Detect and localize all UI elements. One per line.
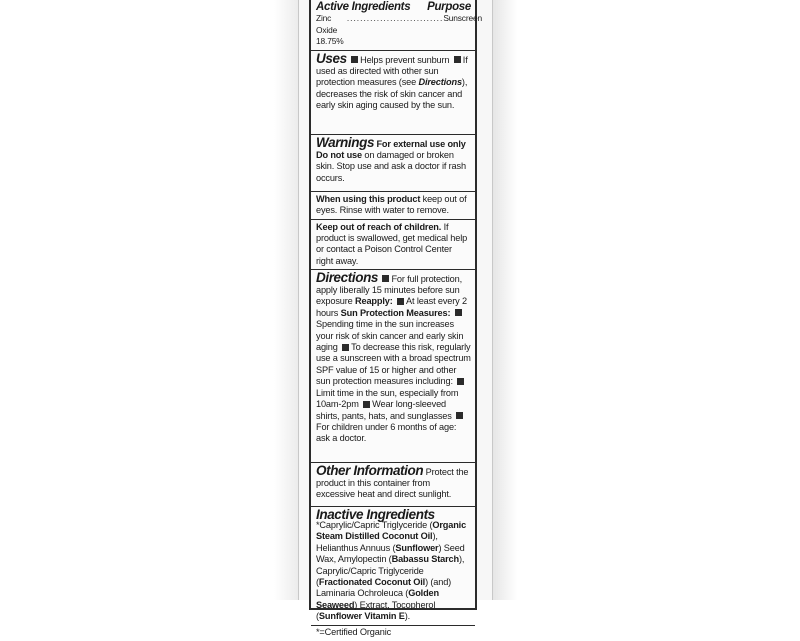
directions-reference: Directions (418, 77, 462, 88)
inactive-ingredients-heading: Inactive Ingredients (316, 506, 435, 522)
directions-heading: Directions (316, 269, 379, 285)
ingredient-name: Zinc Oxide 18.75% (316, 13, 344, 47)
bullet-square-icon (351, 56, 358, 63)
warnings-heading: Warnings (316, 134, 375, 150)
bullet-square-icon (363, 401, 370, 408)
active-ingredients-heading: Active Ingredients (316, 1, 411, 13)
external-use-note: For external use only (376, 138, 466, 149)
bullet-square-icon (456, 412, 463, 419)
drug-facts-panel (309, 0, 483, 637)
footnote: *=Certified Organic (311, 625, 475, 638)
ingredient-purpose: Sunscreen (443, 13, 483, 24)
warnings-section: Warnings For external use only Do not use on damaged or broken skin. Stop use and ask a doctor if rash occurs. (311, 135, 475, 192)
bullet-square-icon (382, 275, 389, 282)
keep-out-section: Keep out of reach of children. If product is swallowed, get medical help or contact a Poison Control Center right away. (311, 220, 475, 270)
bullet-square-icon (397, 298, 404, 305)
uses-section: Uses Helps prevent sunburn If used as directed with other sun protection measures (see Directions), decreases the risk of skin cancer and early skin aging caused by the sun. (311, 51, 475, 135)
bullet-square-icon (454, 56, 461, 63)
bullet-square-icon (342, 344, 349, 351)
other-information-section: Other Information Protect the product in this container from excessive heat and direct sunlight. (311, 463, 475, 507)
background-right (493, 0, 800, 600)
when-using-section: When using this product keep out of eyes. Rinse with water to remove. (311, 192, 475, 220)
directions-section: Directions For full protection, apply liberally 15 minutes before sun exposure Reapply: At least every 2 hours Sun Protection Measures: Spending time in the sun increases your risk of skin cancer and early skin aging To decrease this risk, regularly use a sunscreen with a broad spectrum SPF value of 15 or higher and other sun protection measures including: Limit time in the sun, especially from 10am-2pm Wear long-sleeved shirts, pants, hats, and sunglasses For children under 6 months of age: ask a doctor. (311, 270, 475, 463)
bullet-square-icon (455, 309, 462, 316)
drug-facts-title-fragment (316, 0, 471, 2)
active-ingredients-section (311, 0, 483, 51)
bullet-square-icon (457, 378, 464, 385)
background-left (0, 0, 298, 600)
purpose-heading: Purpose (427, 1, 471, 13)
ingredient-row: Zinc Oxide 18.75% ............................. Sunscreen (316, 13, 483, 47)
other-information-heading: Other Information (316, 462, 424, 478)
inactive-ingredients-section: Inactive Ingredients *Caprylic/Capric Triglyceride (Organic Steam Distilled Coconut Oil), Helianthus Annuus (Sunflower) Seed Wax, Amylopectin (Babassu Starch), Caprylic/Capric Triglyceride (Fractionated Coconut Oil) (and) Laminaria Ochroleuca (Golden Seaweed) Extract, Tocopherol (Sunflower Vitamin E). *=Certified Organic (311, 507, 475, 641)
uses-heading: Uses (316, 50, 347, 66)
